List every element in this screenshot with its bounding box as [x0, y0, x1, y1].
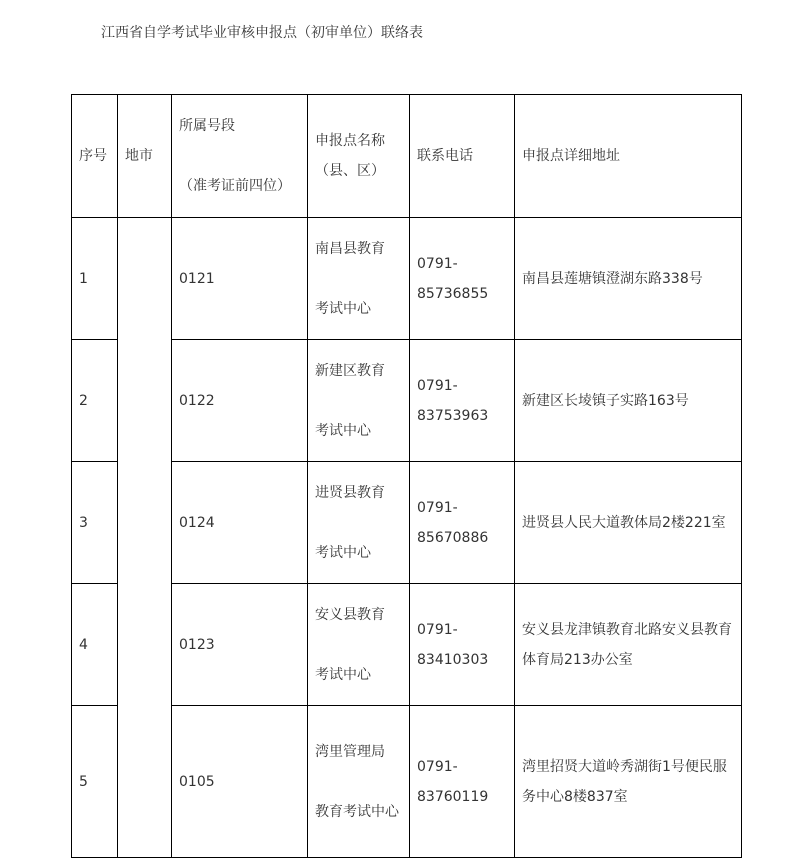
header-name-line1: 申报点名称 [315, 133, 385, 149]
row-name-line2: 考试中心 [315, 544, 371, 561]
row-phone [410, 340, 515, 462]
header-name-line2: （县、区） [315, 163, 385, 179]
row-name-line1: 进贤县教育 [315, 484, 385, 501]
row-address: 进贤县人民大道教体局2楼221室 [515, 462, 742, 584]
row-index: 4 [72, 584, 118, 706]
table-row [72, 218, 742, 340]
row-index: 5 [72, 706, 118, 858]
row-name-line2: 考试中心 [315, 300, 371, 317]
row-phone-line2: 85736855 [417, 285, 489, 302]
row-name-line1: 南昌县教育 [315, 240, 385, 257]
row-name [308, 218, 410, 340]
row-segment: 0123 [172, 584, 308, 706]
row-segment: 0121 [172, 218, 308, 340]
row-name-line1: 安义县教育 [315, 606, 385, 623]
row-segment: 0105 [172, 706, 308, 858]
header-name [308, 95, 410, 218]
header-phone: 联系电话 [410, 95, 515, 218]
header-address: 申报点详细地址 [515, 95, 742, 218]
row-index: 3 [72, 462, 118, 584]
table-row [72, 584, 742, 706]
row-phone-line1: 0791- [417, 499, 458, 516]
row-address: 新建区长堎镇子实路163号 [515, 340, 742, 462]
table-header-row [72, 95, 742, 218]
row-name-line2: 考试中心 [315, 422, 371, 439]
row-name-line1: 新建区教育 [315, 362, 385, 379]
city-cell [118, 218, 172, 858]
row-phone-line1: 0791- [417, 758, 458, 775]
row-phone-line1: 0791- [417, 621, 458, 638]
row-name-line2: 教育考试中心 [315, 803, 399, 820]
row-phone [410, 218, 515, 340]
row-address: 湾里招贤大道岭秀湖街1号便民服务中心8楼837室 [515, 706, 742, 858]
row-index: 1 [72, 218, 118, 340]
row-phone [410, 584, 515, 706]
row-name [308, 340, 410, 462]
header-city: 地市 [118, 95, 172, 218]
header-segment-line2: （准考证前四位） [179, 178, 291, 194]
row-phone-line1: 0791- [417, 255, 458, 272]
row-phone-line1: 0791- [417, 377, 458, 394]
row-address: 南昌县莲塘镇澄湖东路338号 [515, 218, 742, 340]
header-segment-line1: 所属号段 [179, 118, 235, 134]
row-segment: 0122 [172, 340, 308, 462]
row-segment: 0124 [172, 462, 308, 584]
document-title: 江西省自学考试毕业审核申报点（初审单位）联络表 [101, 25, 423, 41]
table-row [72, 340, 742, 462]
row-name [308, 462, 410, 584]
contact-table [71, 94, 742, 858]
row-phone-line2: 83410303 [417, 651, 489, 668]
row-name [308, 584, 410, 706]
row-name-line2: 考试中心 [315, 666, 371, 683]
table-row [72, 706, 742, 858]
row-phone [410, 462, 515, 584]
row-phone [410, 706, 515, 858]
row-name [308, 706, 410, 858]
table-row [72, 462, 742, 584]
row-index: 2 [72, 340, 118, 462]
row-phone-line2: 85670886 [417, 529, 489, 546]
row-phone-line2: 83760119 [417, 788, 489, 805]
header-index: 序号 [72, 95, 118, 218]
header-segment [172, 95, 308, 218]
row-phone-line2: 83753963 [417, 407, 489, 424]
row-name-line1: 湾里管理局 [315, 743, 385, 760]
row-address: 安义县龙津镇教育北路安义县教育体育局213办公室 [515, 584, 742, 706]
